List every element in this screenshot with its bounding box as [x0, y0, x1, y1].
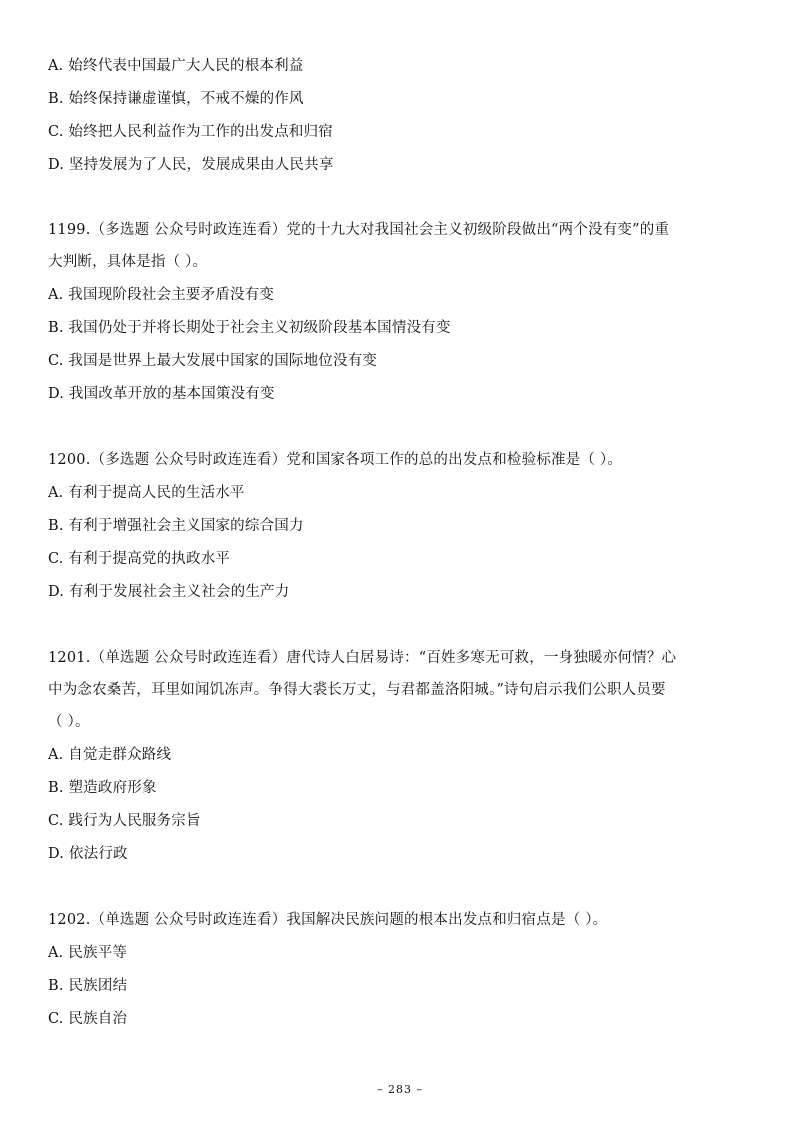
q1199-option-a: A. 我国现阶段社会主要矛盾没有变: [48, 287, 275, 303]
q1198-option-b: B. 始终保持谦虚谨慎，不戒不燥的作风: [48, 91, 304, 107]
q1199-option-c: C. 我国是世界上最大发展中国家的国际地位没有变: [48, 353, 378, 369]
q1199-stem-line-2: 大判断，具体是指（ ）。: [48, 254, 208, 270]
page-number: – 283 –: [377, 1083, 423, 1096]
q1200-option-b: B. 有利于增强社会主义国家的综合国力: [48, 518, 304, 534]
q1201-option-d: D. 依法行政: [48, 846, 128, 862]
q1200-option-d: D. 有利于发展社会主义社会的生产力: [48, 584, 290, 600]
q1202-option-c: C. 民族自治: [48, 1011, 128, 1027]
q1198-option-d: D. 坚持发展为了人民，发展成果由人民共享: [48, 157, 334, 173]
q1199-option-d: D. 我国改革开放的基本国策没有变: [48, 386, 275, 402]
q1198-option-a: A. 始终代表中国最广大人民的根本利益: [48, 58, 304, 74]
q1200-option-a: A. 有利于提高人民的生活水平: [48, 485, 245, 501]
q1201-option-a: A. 自觉走群众路线: [48, 747, 172, 763]
q1201-stem-line-3: （ ）。: [48, 714, 90, 730]
q1201-stem-line-1: 1201.（单选题 公众号时政连连看）唐代诗人白居易诗：“百姓多寒无可救，一身独暖亦何情？心: [48, 650, 677, 666]
q1201-option-c: C. 践行为人民服务宗旨: [48, 813, 201, 829]
q1201-stem-line-2: 中为念农桑苦，耳里如闻饥冻声。争得大裘长万丈，与君都盖洛阳城。”诗句启示我们公职人员要: [48, 682, 666, 698]
q1202-option-a: A. 民族平等: [48, 945, 128, 961]
q1201-option-b: B. 塑造政府形象: [48, 780, 157, 796]
q1202-option-b: B. 民族团结: [48, 978, 128, 994]
q1200-stem-line-1: 1200.（多选题 公众号时政连连看）党和国家各项工作的总的出发点和检验标准是（ ）。: [48, 452, 623, 468]
q1198-option-c: C. 始终把人民利益作为工作的出发点和归宿: [48, 124, 333, 140]
q1199-option-b: B. 我国仍处于并将长期处于社会主义初级阶段基本国情没有变: [48, 320, 451, 336]
q1200-option-c: C. 有利于提高党的执政水平: [48, 551, 231, 567]
q1202-stem-line-1: 1202.（单选题 公众号时政连连看）我国解决民族问题的根本出发点和归宿点是（ ）。: [48, 912, 608, 928]
q1199-stem-line-1: 1199.（多选题 公众号时政连连看）党的十九大对我国社会主义初级阶段做出“两个没有变”的重: [48, 222, 670, 238]
